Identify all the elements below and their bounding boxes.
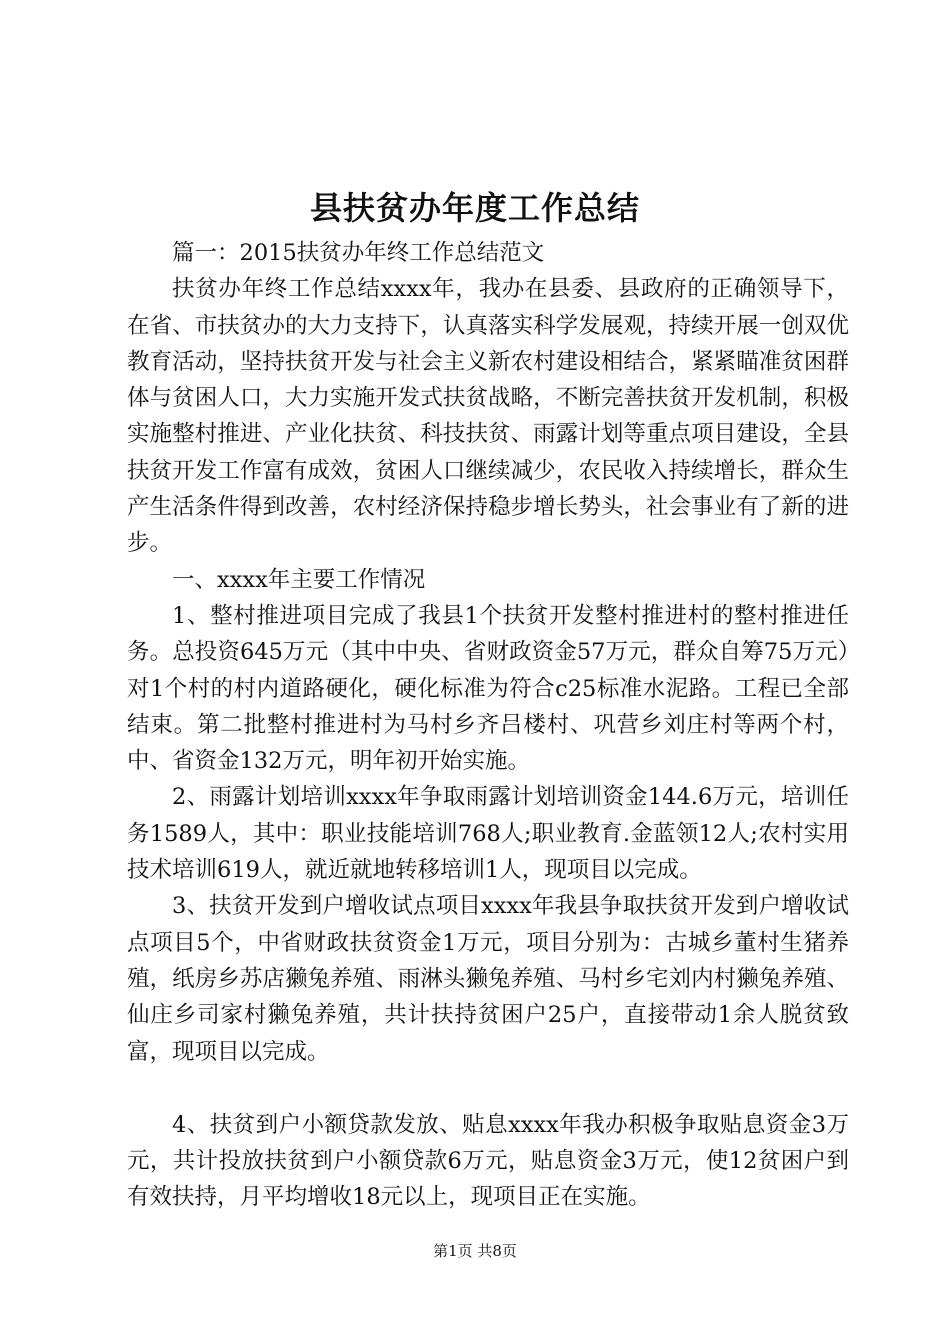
paragraph-item-1: 1、整村推进项目完成了我县1个扶贫开发整村推进村的整村推进任务。总投资645万元（其中中央、省财政资金57万元，群众自筹75万元）对1个村的村内道路硬化，硬化标准为符合c25标准水泥路。工程已全部结束。第二批整村推进村为马村乡齐吕楼村、巩营乡刘庄村等两个村，中、省资金132万元，明年初开始实施。 xyxy=(127,602,849,775)
paragraph-item-2: 2、雨露计划培训xxxx年争取雨露计划培训资金144.6万元，培训任务1589人，其中：职业技能培训768人;职业教育.金蓝领12人;农村实用技术培训619人，就近就地转移培训1人，现项目以完成。 xyxy=(127,784,849,884)
document-title: 县扶贫办年度工作总结 xyxy=(309,189,640,227)
section-heading: 一、xxxx年主要工作情况 xyxy=(172,566,426,593)
paragraph-item-3: 3、扶贫开发到户增收试点项目xxxx年我县争取扶贫开发到户增收试点项目5个，中省财政扶贫资金1万元，项目分别为：古城乡董村生猪养殖，纸房乡苏店獭兔养殖、雨淋头獭兔养殖、马村乡宅刘内村獭兔养殖、仙庄乡司家村獭兔养殖，共计扶持贫困户25户，直接带动1余人脱贫致富，现项目以完成。 xyxy=(127,893,849,1065)
paragraph-intro: 扶贫办年终工作总结xxxx年，我办在县委、县政府的正确领导下，在省、市扶贫办的大力支持下，认真落实科学发展观，持续开展一创双优教育活动，坚持扶贫开发与社会主义新农村建设相结合，紧紧瞄准贫困群体与贫困人口，大力实施开发式扶贫战略，不断完善扶贫开发机制，积极实施整村推进、产业化扶贫、科技扶贫、雨露计划等重点项目建设，全县扶贫开发工作富有成效，贫困人口继续减少，农民收入持续增长，群众生产生活条件得到改善，农村经济保持稳步增长势头，社会事业有了新的进步。 xyxy=(127,276,849,557)
paragraph-source-heading: 篇一：2015扶贫办年终工作总结范文 xyxy=(172,240,545,266)
document-body xyxy=(127,235,849,1216)
page-footer: 第1页 共8页 xyxy=(433,1242,517,1260)
paragraph-item-4: 4、扶贫到户小额贷款发放、贴息xxxx年我办积极争取贴息资金3万元，共计投放扶贫到户小额贷款6万元，贴息资金3万元，使12贫困户到有效扶持，月平均增收18元以上，现项目正在实施。 xyxy=(127,1111,849,1211)
